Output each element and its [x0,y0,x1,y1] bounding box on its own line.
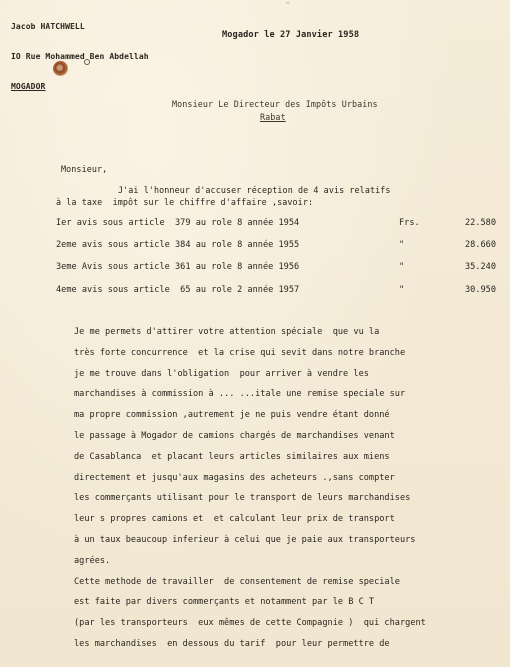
sender-name: Jacob HATCHWELL [11,22,85,31]
sender-block [11,2,149,112]
paper-mark: ⌒ [286,0,290,7]
intro-line-1: J'ai l'honneur d'accuser réception de 4 avis relatifs [118,185,391,195]
notice-text: 3eme Avis sous article 361 au role 8 année 1956 [56,262,300,272]
body-line: Cette methode de travailler de consentement de remise speciale [74,576,400,587]
body-line: à un taux beaucoup inferieur à celui que je paie aux transporteurs [74,534,416,545]
notice-amount: 28.660 [464,240,496,250]
body-line: directement et jusqu'aux magasins des acheteurs .,sans compter [74,472,395,483]
body-line: les commerçants utilisant pour le transport de leurs marchandises [74,493,411,504]
salutation: Monsieur, [61,164,108,174]
notice-text: 2eme avis sous article 384 au role 8 année 1955 [56,240,300,250]
body-line: agrées. [74,555,111,566]
body-line: est faite par divers commerçants et notamment par le B C T [74,597,375,608]
sender-street: IO Rue Mohammed Ben Abdellah [11,52,149,61]
body-line: les marchandises en dessous du tarif pour leur permettre de [74,638,390,649]
notice-label: " [399,240,405,250]
body-line: le passage à Mogador de camions chargés de marchandises venant [74,430,395,441]
notice-label: " [399,285,405,295]
notice-text: Ier avis sous article 379 au role 8 année 1954 [56,218,300,228]
ink-dot-icon [84,59,90,65]
body-line: marchandises à commission à ... ...itale une remise speciale sur [74,389,406,400]
body-line: de Casablanca et placant leurs articles similaires aux miens [74,451,390,462]
notice-amount: 30.950 [464,285,496,295]
notice-label: Frs. [399,218,420,228]
body-line: je me trouve dans l'obligation pour arriver à vendre les [74,368,369,379]
body-line: Je me permets d'attirer votre attention spéciale que vu la [74,327,380,337]
notice-label: " [399,262,405,272]
sender-city: MOGADOR [11,82,46,91]
punch-hole-icon [53,61,68,76]
body-line: (par les transporteurs eux mêmes de cette Compagnie ) qui chargent [74,618,426,629]
intro-line-2: à la taxe impôt sur le chiffre d'affaire ,savoir: [56,197,314,207]
date-line: Mogador le 27 Janvier 1958 [222,30,360,40]
body-line: leur s propres camions et et calculant leur prix de transport [74,514,395,525]
body-line: ma propre commission ,autrement je ne puis vendre étant donné [74,410,390,421]
notice-text: 4eme avis sous article 65 au role 2 année 1957 [56,285,300,295]
notice-amount: 22.580 [464,218,496,228]
recipient-line-2: Rabat [260,112,286,122]
notice-amount: 35.240 [464,262,496,272]
recipient-line-1: Monsieur Le Directeur des Impôts Urbains [172,99,378,109]
body-line: très forte concurrence et la crise qui sevit dans notre branche [74,347,406,358]
letter-body [74,322,504,655]
